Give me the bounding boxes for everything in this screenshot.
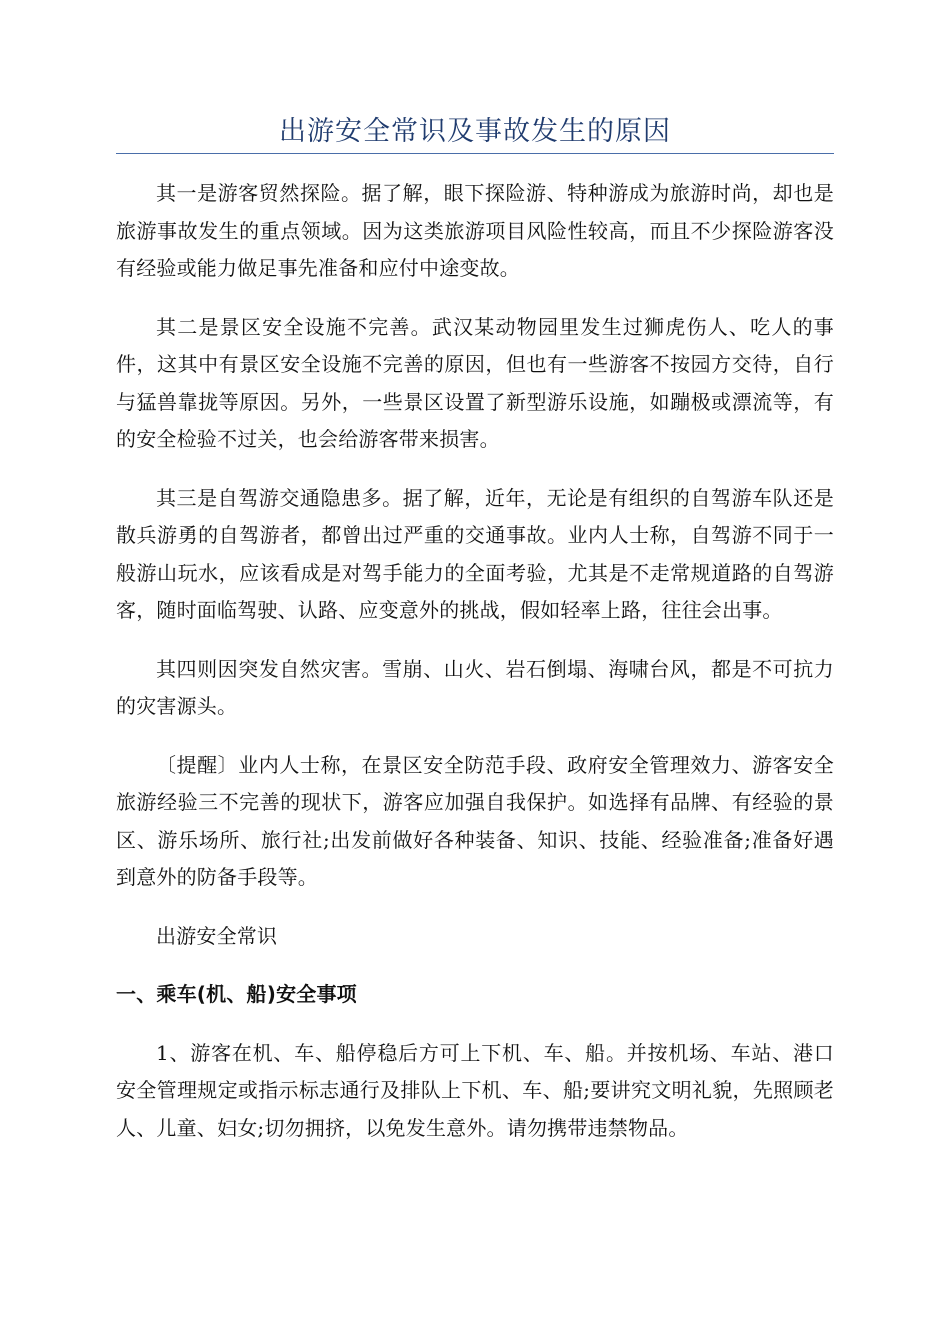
title-underline — [116, 153, 834, 154]
paragraph-reason-4: 其四则因突发自然灾害。雪崩、山火、岩石倒塌、海啸台风，都是不可抗力的灾害源头。 — [116, 656, 834, 718]
paragraph-reason-1: 其一是游客贸然探险。据了解，眼下探险游、特种游成为旅游时尚，却也是旅游事故发生的重点领域。因为这类旅游项目风险性较高，而且不少探险游客没有经验或能力做足事先准备和应付中途变故。 — [116, 181, 834, 280]
section-heading: 一、乘车(机、船)安全事项 — [116, 982, 357, 1006]
paragraph-subtitle: 出游安全常识 — [156, 923, 278, 948]
paragraph-reminder: 〔提醒〕业内人士称，在景区安全防范手段、政府安全管理效力、游客安全旅游经验三不完善的现状下，游客应加强自我保护。如选择有品牌、有经验的景区、游乐场所、旅行社;出发前做好各种装备、知识、技能、经验准备;准备好遇到意外的防备手段等。 — [116, 752, 834, 889]
document-title: 出游安全常识及事故发生的原因 — [279, 116, 671, 147]
paragraph-reason-3: 其三是自驾游交通隐患多。据了解，近年，无论是有组织的自驾游车队还是散兵游勇的自驾游者，都曾出过严重的交通事故。业内人士称，自驾游不同于一般游山玩水，应该看成是对驾手能力的全面考验，尤其是不走常规道路的自驾游客，随时面临驾驶、认路、应变意外的挑战，假如轻率上路，往往会出事。 — [116, 485, 834, 622]
section-paragraph-1: 1、游客在机、车、船停稳后方可上下机、车、船。并按机场、车站、港口安全管理规定或指示标志通行及排队上下机、车、船;要讲究文明礼貌，先照顾老人、儿童、妇女;切勿拥挤，以免发生意外。请勿携带违禁物品。 — [116, 1040, 834, 1140]
document-body — [116, 175, 834, 1168]
paragraph-reason-2: 其二是景区安全设施不完善。武汉某动物园里发生过狮虎伤人、吃人的事件，这其中有景区安全设施不完善的原因，但也有一些游客不按园方交待，自行与猛兽靠拢等原因。另外，一些景区设置了新型游乐设施，如蹦极或漂流等，有的安全检验不过关，也会给游客带来损害。 — [116, 314, 834, 451]
